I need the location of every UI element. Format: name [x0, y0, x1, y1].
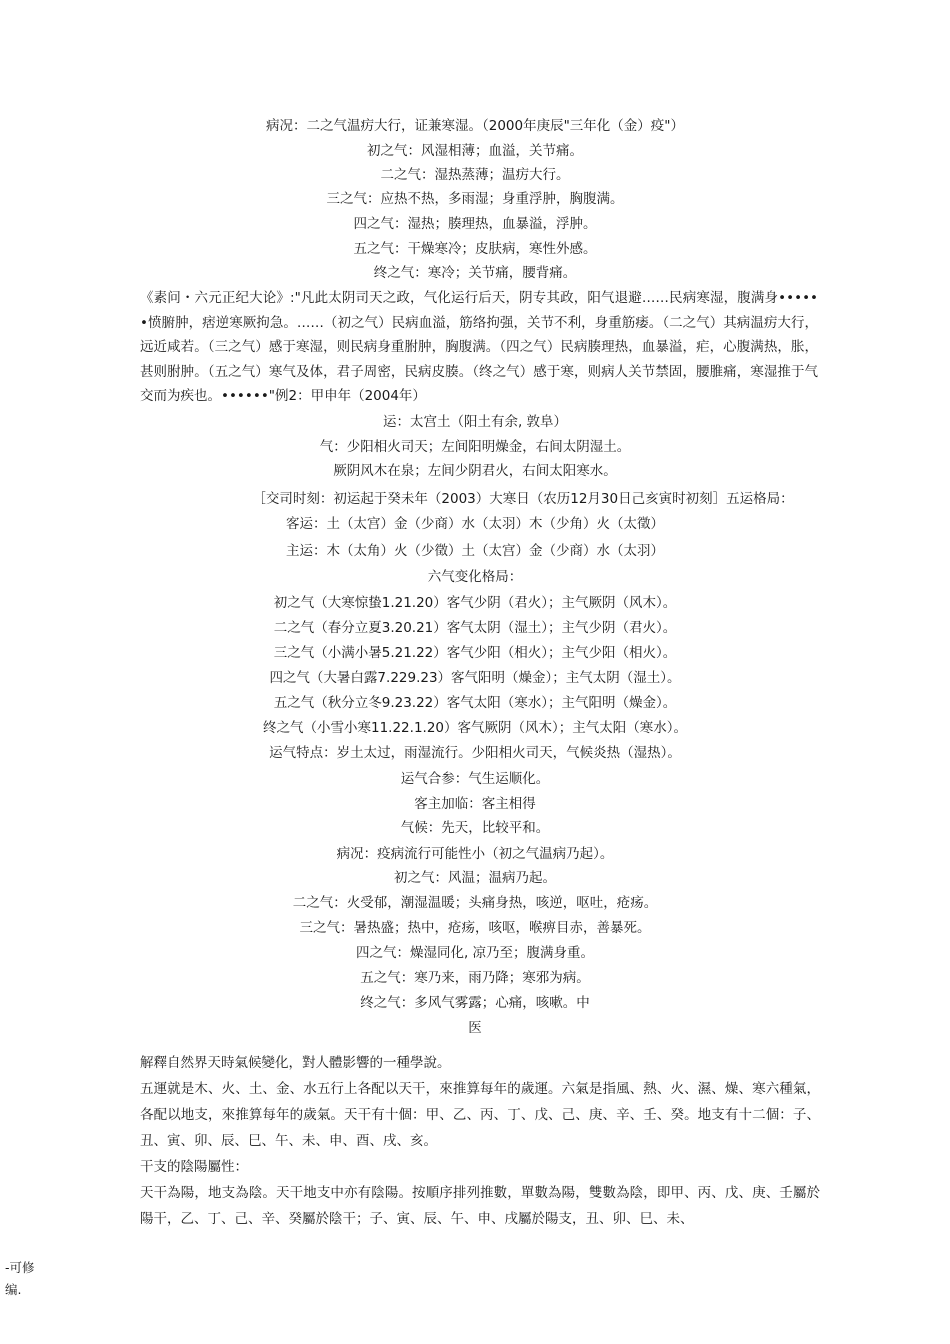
text-line: 三之气：暑热盛；热中，疮疡，咳呕，喉痹目赤，善暴死。	[299, 920, 651, 936]
text-line: 二之气：火受郁，潮湿温暖；头痛身热，咳逆，呕吐，疮疡。	[292, 895, 658, 911]
text-line: 运：太宫土（阳土有余, 敦阜）	[382, 414, 568, 430]
text-line: 医	[468, 1020, 482, 1036]
text-line: 病况：疫病流行可能性小（初之气温病乃起）。	[336, 846, 614, 862]
text-line: 运气合参：气生运顺化。	[400, 771, 550, 787]
text-line: 三之气（小满小暑5.21.22）客气少阳（相火）；主气少阳（相火）。	[273, 645, 677, 661]
footer-line: 编.	[5, 1282, 22, 1297]
text-line: 五之气：干燥寒冷；皮肤病，寒性外感。	[353, 241, 597, 257]
suwen-paragraph: 《素问・六元正纪大论》:"凡此太阴司天之政，气化运行后天，阴专其政，阳气退避……民病寒湿，腹满身••••••愤腑肿，痞逆寒厥拘急。……（初之气）民病血溢，筋络拘强，关节不利，身重筋痿。（二之气）其病温疠大行，远近咸若。（三之气）感于寒湿，则民病身重胕肿，胸腹满。（四之气）民病腠理热，血暴溢，疟，心腹满热，胀，甚则胕肿。（五之气）寒气及体，君子周密，民病皮腠。（终之气）感于寒，则病人关节禁固，腰脽痛，寒湿推于气交而为疾也。••••••"例2：甲申年（2004年）	[140, 290, 818, 404]
text-line: ［交司时刻：初运起于癸未年（2003）大寒日（农历12月30日己亥寅时初刻］五运格局：	[252, 491, 794, 507]
text-line: 终之气：寒冷；关节痛，腰背痛。	[373, 265, 577, 281]
text-line: 运气特点：岁土太过，雨湿流行。少阳相火司天，气候炎热（湿热）。	[269, 745, 681, 761]
text-line: 气候：先天，比较平和。	[400, 820, 550, 836]
text-line: 五之气：寒乃来，雨乃降；寒邪为病。	[360, 970, 590, 986]
text-line: 病况：二之气温疠大行，证兼寒湿。（2000年庚辰"三年化（金）疫"）	[265, 118, 685, 134]
text-line: 客运：土（太宫）金（少商）水（太羽）木（少角）火（太徵）	[286, 516, 664, 532]
text-line: 六气变化格局：	[427, 569, 523, 585]
text-line: 气：少阳相火司天；左间阳明燥金，右间太阴湿土。	[319, 439, 631, 455]
text-line: 主运：木（太角）火（少徵）土（太宫）金（少商）水（太羽）	[286, 543, 664, 559]
text-line: 终之气（小雪小寒11.22.1.20）客气厥阴（风木）；主气太阳（寒水）。	[263, 720, 687, 736]
intro-line: 解釋自然界天時氣候變化，對人體影響的一種學說。	[140, 1055, 451, 1071]
text-line: 二之气：湿热蒸薄；温疠大行。	[380, 167, 570, 183]
footer-note	[5, 1257, 65, 1301]
text-line: 三之气：应热不热，多雨湿；身重浮肿，胸腹满。	[326, 191, 624, 207]
text-line: 四之气：湿热；腠理热，血暴溢，浮肿。	[353, 216, 597, 232]
section-heading: 干支的陰陽屬性：	[140, 1159, 248, 1175]
text-line: 初之气（大寒惊蛰1.21.20）客气少阴（君火）；主气厥阴（风木）。	[273, 595, 677, 611]
text-line: 四之气（大暑白露7.229.23）客气阳明（燥金）；主气太阴（湿土）。	[269, 670, 681, 686]
yinyang-paragraph: 天干為陽，地支為陰。天干地支中亦有陰陽。按順序排列推數，單數為陽，雙數為陰，即甲、丙、戊、庚、壬屬於陽干，乙、丁、己、辛、癸屬於陰干；子、寅、辰、午、申、戌屬於陽支，丑、卯、巳、未、	[140, 1185, 820, 1227]
text-line: 厥阴风木在泉；左间少阴君火，右间太阳寒水。	[333, 463, 617, 479]
text-line: 客主加临：客主相得	[414, 796, 536, 812]
footer-line: -可修	[5, 1260, 35, 1275]
text-line: 四之气：燥湿同化, 凉乃至；腹满身重。	[355, 945, 595, 961]
text-line: 初之气：风湿相薄；血溢，关节痛。	[367, 143, 583, 159]
text-line: 五之气（秋分立冬9.23.22）客气太阳（寒水）；主气阳明（燥金）。	[273, 695, 677, 711]
text-line: 二之气（春分立夏3.20.21）客气太阴（湿土）；主气少阴（君火）。	[273, 620, 677, 636]
wuyun-liuqi-paragraph: 五運就是木、火、土、金、水五行上各配以天干，來推算每年的歲運。六氣是指風、熱、火、濕、燥、寒六種氣，各配以地支，來推算每年的歲氣。天干有十個：甲、乙、丙、丁、戊、己、庚、辛、壬、癸。地支有十二個：子、丑、寅、卯、辰、巳、午、未、申、酉、戌、亥。	[140, 1081, 820, 1149]
text-line: 初之气：风温；温病乃起。	[394, 870, 556, 886]
text-line: 终之气：多风气雾露；心痛，咳嗽。中	[360, 995, 590, 1011]
